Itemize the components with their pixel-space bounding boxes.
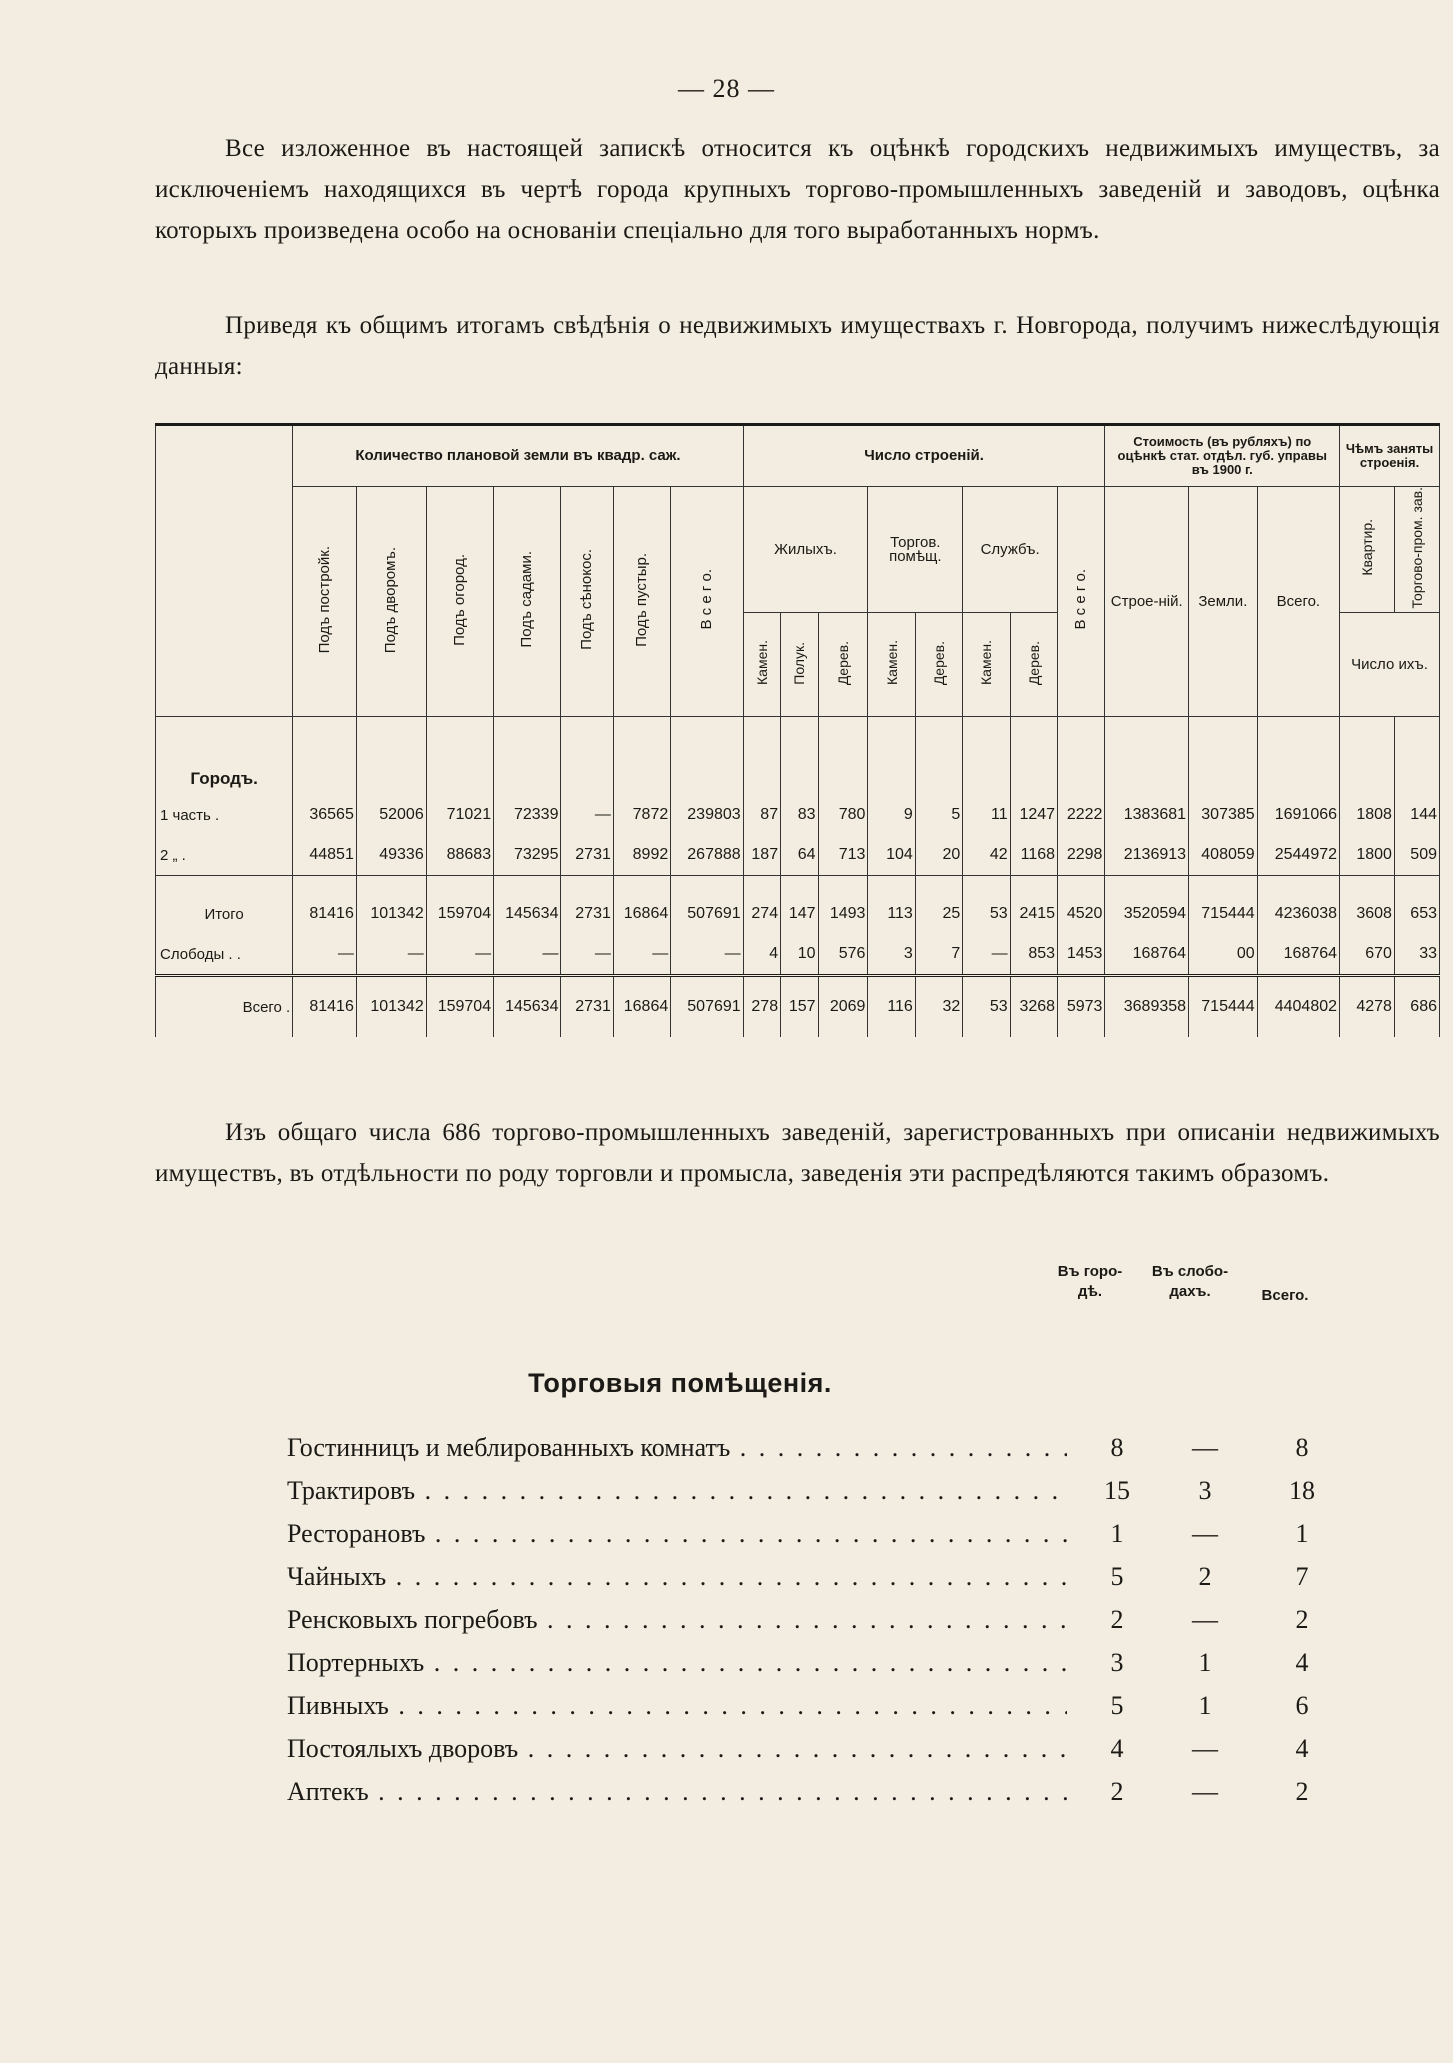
property-statistics-table xyxy=(155,423,1440,1037)
item-name: Трактировъ . . . xyxy=(287,1469,1067,1512)
item-name: Пивныхъ . . . xyxy=(287,1684,1067,1727)
table-cell: 715444 xyxy=(1189,976,1258,1038)
item-slob-count: — xyxy=(1192,1519,1218,1548)
table-cell: 159704 xyxy=(426,876,493,935)
item-total-count: 8 xyxy=(1295,1433,1309,1462)
item-total-count: 4 xyxy=(1295,1734,1309,1763)
table-cell: 187 xyxy=(743,835,780,876)
item-name: Аптекъ . . . xyxy=(287,1770,1067,1813)
item-total-count: 1 xyxy=(1295,1519,1309,1548)
table-cell: 2136913 xyxy=(1105,835,1189,876)
item-total-count: 2 xyxy=(1295,1605,1309,1634)
row-label: Всего . xyxy=(156,976,293,1038)
list-item xyxy=(287,1684,1347,1727)
table-cell: 408059 xyxy=(1189,835,1258,876)
item-name: Портерныхъ . . . xyxy=(287,1641,1067,1684)
land-col-garden: Подъ огород. xyxy=(426,487,493,717)
item-city-count: 5 xyxy=(1110,1691,1124,1720)
table-cell: 7872 xyxy=(613,795,670,835)
item-slob-count: — xyxy=(1192,1433,1218,1462)
table-cell: 239803 xyxy=(671,795,743,835)
land-col-orchard: Подъ садами. xyxy=(494,487,561,717)
item-slob-count: — xyxy=(1192,1777,1218,1806)
table-cell: 64 xyxy=(781,835,818,876)
bld-sub-half-stone: Полук. xyxy=(781,613,818,717)
value-col-land: Земли. xyxy=(1189,487,1258,717)
value-group-header: Стоимость (въ рубляхъ) по оцѣнкѣ стат. отдѣл. губ. управы въ 1900 г. xyxy=(1105,425,1340,487)
list-item xyxy=(287,1641,1347,1684)
row-label: Итого xyxy=(156,876,293,935)
table-cell: 2069 xyxy=(818,976,868,1038)
bld-col-total: В с е г о. xyxy=(1058,487,1105,717)
occ-col-trade: Торгово-пром. зав. xyxy=(1394,487,1439,613)
table-cell: 168764 xyxy=(1105,934,1189,976)
item-name: Постоялыхъ дворовъ . . . xyxy=(287,1727,1067,1770)
item-name: Гостинницъ и меблированныхъ комнатъ . . . xyxy=(287,1426,1067,1469)
table-cell: 00 xyxy=(1189,934,1258,976)
table-cell: 159704 xyxy=(426,976,493,1038)
bld-sub-stone-1: Камен. xyxy=(743,613,780,717)
table-cell: 307385 xyxy=(1189,795,1258,835)
col-head-total: Всего. xyxy=(1261,1287,1309,1304)
table-cell: — xyxy=(613,934,670,976)
row-label: 1 часть . xyxy=(156,795,293,835)
table-cell: 36565 xyxy=(293,795,357,835)
table-cell: 1453 xyxy=(1058,934,1105,976)
occ-count-note: Число ихъ. xyxy=(1340,613,1440,717)
bld-group-trade: Торгов. помѣщ. xyxy=(868,487,963,613)
item-city-count: 1 xyxy=(1110,1519,1124,1548)
table-cell: 3520594 xyxy=(1105,876,1189,935)
table-cell: 10 xyxy=(781,934,818,976)
row-label-header xyxy=(156,425,293,717)
bld-group-service: Службъ. xyxy=(963,487,1058,613)
item-total-count: 2 xyxy=(1295,1777,1309,1806)
table-cell: 2415 xyxy=(1010,876,1057,935)
item-city-count: 2 xyxy=(1110,1777,1124,1806)
table-cell: 5973 xyxy=(1058,976,1105,1038)
table-cell: 2222 xyxy=(1058,795,1105,835)
table-cell: 33 xyxy=(1394,934,1439,976)
table-cell: 267888 xyxy=(671,835,743,876)
list-item xyxy=(287,1469,1347,1512)
table-cell: 4278 xyxy=(1340,976,1395,1038)
table-cell: 52006 xyxy=(356,795,426,835)
table-cell: 49336 xyxy=(356,835,426,876)
col-head-city: Въ горо-дѣ. xyxy=(1057,1263,1123,1300)
table-cell: 11 xyxy=(963,795,1010,835)
table-cell: 44851 xyxy=(293,835,357,876)
item-total-count: 7 xyxy=(1295,1562,1309,1591)
table-cell: — xyxy=(426,934,493,976)
table-cell: 144 xyxy=(1394,795,1439,835)
table-cell: 507691 xyxy=(671,976,743,1038)
list-item xyxy=(287,1770,1347,1813)
item-name: Чайныхъ . . . xyxy=(287,1555,1067,1598)
table-row xyxy=(156,876,1440,935)
item-total-count: 4 xyxy=(1295,1648,1309,1677)
table-cell: 1247 xyxy=(1010,795,1057,835)
land-col-buildings: Подъ постройк. xyxy=(293,487,357,717)
table-cell: 274 xyxy=(743,876,780,935)
item-slob-count: 3 xyxy=(1198,1476,1212,1505)
value-col-total: Всего. xyxy=(1257,487,1339,717)
table-cell: 653 xyxy=(1394,876,1439,935)
item-slob-count: — xyxy=(1192,1734,1218,1763)
item-city-count: 2 xyxy=(1110,1605,1124,1634)
distribution-paragraph: Изъ общаго числа 686 торгово-промышленныхъ заведеній, зарегистрованныхъ при описаніи недвижимыхъ имуществъ, въ отдѣльности по роду торговли и промысла, заведенія эти распредѣляются такимъ образомъ. xyxy=(155,1119,1440,1187)
table-cell: 104 xyxy=(868,835,915,876)
item-name: Ресторановъ . . . xyxy=(287,1512,1067,1555)
buildings-group-header: Число строеній. xyxy=(743,425,1105,487)
table-cell: 157 xyxy=(781,976,818,1038)
item-city-count: 8 xyxy=(1110,1433,1124,1462)
table-cell: 1383681 xyxy=(1105,795,1189,835)
table-cell: 7 xyxy=(915,934,962,976)
item-total-count: 18 xyxy=(1289,1476,1315,1505)
table-cell: 3689358 xyxy=(1105,976,1189,1038)
table-cell: 8992 xyxy=(613,835,670,876)
item-city-count: 3 xyxy=(1110,1648,1124,1677)
item-name: Ренсковыхъ погребовъ . . . xyxy=(287,1598,1067,1641)
table-cell: 3608 xyxy=(1340,876,1395,935)
section-title: Торговыя помѣщенія. xyxy=(528,1368,832,1398)
item-city-count: 15 xyxy=(1104,1476,1130,1505)
list-item xyxy=(287,1727,1347,1770)
bld-sub-stone-2: Камен. xyxy=(868,613,915,717)
table-cell: 670 xyxy=(1340,934,1395,976)
table-cell: 4404802 xyxy=(1257,976,1339,1038)
item-slob-count: 1 xyxy=(1198,1691,1212,1720)
table-cell: 1493 xyxy=(818,876,868,935)
page-number: — 28 — xyxy=(678,74,775,103)
summary-paragraph: Приведя къ общимъ итогамъ свѣдѣнія о недвижимыхъ имуществахъ г. Новгорода, получимъ нижеслѣдующія данныя: xyxy=(155,312,1440,380)
table-cell: — xyxy=(494,934,561,976)
item-slob-count: 1 xyxy=(1198,1648,1212,1677)
table-row xyxy=(156,795,1440,835)
table-cell: 87 xyxy=(743,795,780,835)
occ-col-apartments: Квартир. xyxy=(1340,487,1395,613)
table-cell: 53 xyxy=(963,976,1010,1038)
item-city-count: 5 xyxy=(1110,1562,1124,1591)
table-cell: 3268 xyxy=(1010,976,1057,1038)
table-cell: 509 xyxy=(1394,835,1439,876)
table-cell: 113 xyxy=(868,876,915,935)
row-label: Слободы . . xyxy=(156,934,293,976)
table-cell: 101342 xyxy=(356,976,426,1038)
bld-sub-wood-3: Дерев. xyxy=(1010,613,1057,717)
table-cell: 83 xyxy=(781,795,818,835)
table-cell: 72339 xyxy=(494,795,561,835)
table-cell: 42 xyxy=(963,835,1010,876)
table-cell: 53 xyxy=(963,876,1010,935)
table-cell: 3 xyxy=(868,934,915,976)
table-cell: 1808 xyxy=(1340,795,1395,835)
land-col-hayfield: Подъ сѣнокос. xyxy=(561,487,613,717)
land-group-header: Количество плановой земли въ квадр. саж. xyxy=(293,425,743,487)
table-cell: 713 xyxy=(818,835,868,876)
list-item xyxy=(287,1555,1347,1598)
table-cell: 101342 xyxy=(356,876,426,935)
table-cell: 853 xyxy=(1010,934,1057,976)
land-col-yard: Подъ дворомъ. xyxy=(356,487,426,717)
table-cell: 71021 xyxy=(426,795,493,835)
table-cell: 168764 xyxy=(1257,934,1339,976)
bld-sub-wood-2: Дерев. xyxy=(915,613,962,717)
table-cell: — xyxy=(963,934,1010,976)
table-cell: — xyxy=(561,795,613,835)
table-row xyxy=(156,934,1440,976)
table-cell: — xyxy=(561,934,613,976)
list-item xyxy=(287,1512,1347,1555)
table-cell: 81416 xyxy=(293,976,357,1038)
table-row xyxy=(156,835,1440,876)
item-slob-count: — xyxy=(1192,1605,1218,1634)
trade-premises-list xyxy=(287,1426,1347,1813)
list-item xyxy=(287,1426,1347,1469)
table-cell: 5 xyxy=(915,795,962,835)
table-cell: 116 xyxy=(868,976,915,1038)
table-cell: 4236038 xyxy=(1257,876,1339,935)
table-cell: 145634 xyxy=(494,876,561,935)
table-cell: 4 xyxy=(743,934,780,976)
occupied-group-header: Чѣмъ заняты строенія. xyxy=(1340,425,1440,487)
table-cell: 1800 xyxy=(1340,835,1395,876)
table-cell: 2544972 xyxy=(1257,835,1339,876)
table-cell: 32 xyxy=(915,976,962,1038)
table-cell: 1168 xyxy=(1010,835,1057,876)
table-cell: 4520 xyxy=(1058,876,1105,935)
table-row xyxy=(156,976,1440,1038)
list-item xyxy=(287,1598,1347,1641)
table-cell: 88683 xyxy=(426,835,493,876)
table-cell: 507691 xyxy=(671,876,743,935)
table-cell: 25 xyxy=(915,876,962,935)
table-cell: 81416 xyxy=(293,876,357,935)
bld-group-residential: Жилыхъ. xyxy=(743,487,868,613)
table-cell: 16864 xyxy=(613,876,670,935)
table-cell: 2298 xyxy=(1058,835,1105,876)
table-cell: 73295 xyxy=(494,835,561,876)
table-cell: 20 xyxy=(915,835,962,876)
item-total-count: 6 xyxy=(1295,1691,1309,1720)
table-cell: 576 xyxy=(818,934,868,976)
table-cell: 686 xyxy=(1394,976,1439,1038)
city-label: Городъ. xyxy=(156,717,293,796)
land-col-wasteland: Подъ пустыр. xyxy=(613,487,670,717)
table-cell: 9 xyxy=(868,795,915,835)
item-slob-count: 2 xyxy=(1198,1562,1212,1591)
item-city-count: 4 xyxy=(1110,1734,1124,1763)
value-col-buildings: Строе-ній. xyxy=(1105,487,1189,717)
table-cell: 2731 xyxy=(561,835,613,876)
table-cell: 278 xyxy=(743,976,780,1038)
col-head-slob: Въ слобо-дахъ. xyxy=(1151,1263,1229,1300)
intro-paragraph: Все изложенное въ настоящей запискѣ относится къ оцѣнкѣ городскихъ недвижимыхъ имуществъ, за исключеніемъ находящихся въ чертѣ города крупныхъ торгово-промышленныхъ заведеній и заводовъ, оцѣнка которыхъ произведена особо на основаніи спеціально для того выработанныхъ нормъ. xyxy=(155,135,1440,244)
table-cell: — xyxy=(293,934,357,976)
table-cell: 715444 xyxy=(1189,876,1258,935)
table-cell: 147 xyxy=(781,876,818,935)
bld-sub-wood-1: Дерев. xyxy=(818,613,868,717)
table-cell: — xyxy=(671,934,743,976)
table-cell: 1691066 xyxy=(1257,795,1339,835)
table-cell: 145634 xyxy=(494,976,561,1038)
table-cell: 2731 xyxy=(561,976,613,1038)
table-cell: 780 xyxy=(818,795,868,835)
land-col-total: В с е г о. xyxy=(671,487,743,717)
row-label: 2 „ . xyxy=(156,835,293,876)
table-cell: 16864 xyxy=(613,976,670,1038)
table-cell: 2731 xyxy=(561,876,613,935)
bld-sub-stone-3: Камен. xyxy=(963,613,1010,717)
table-cell: — xyxy=(356,934,426,976)
